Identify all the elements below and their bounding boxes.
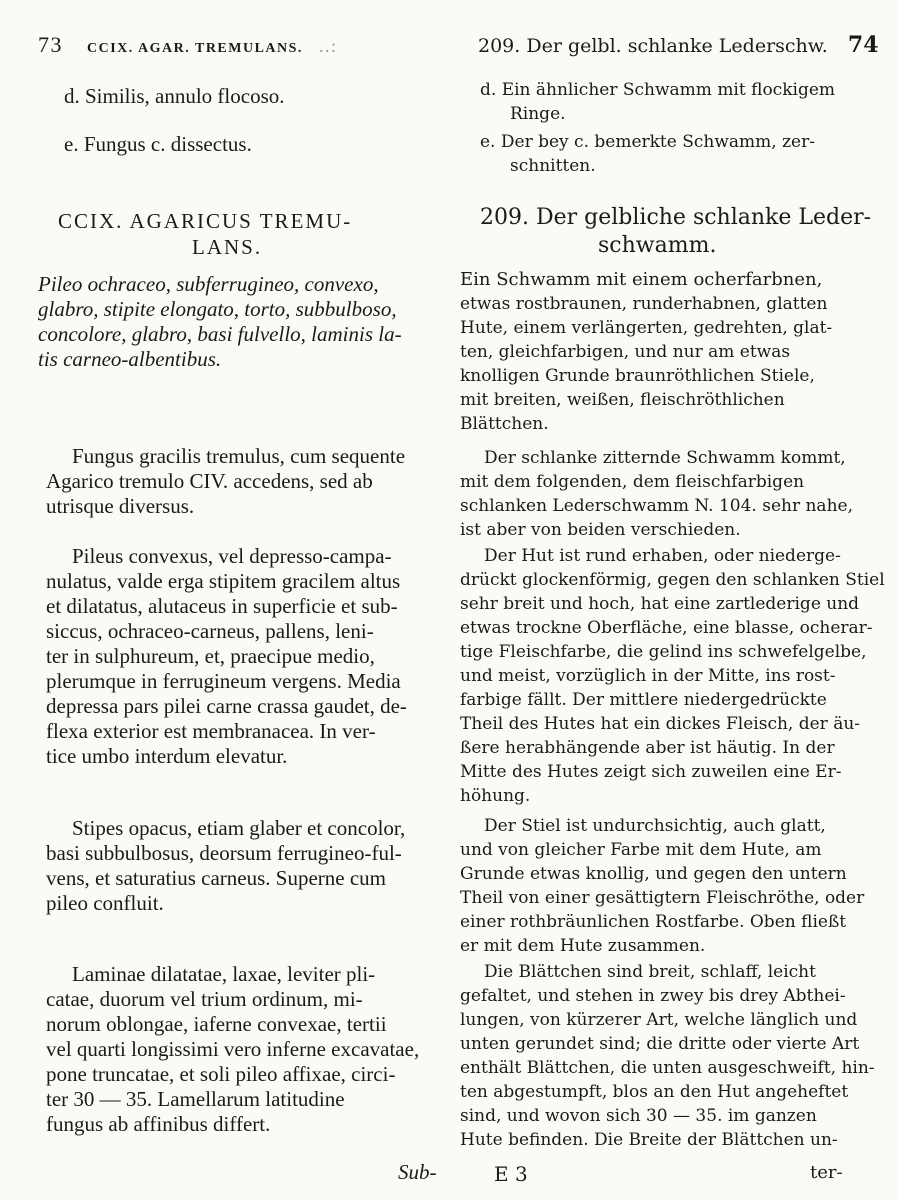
left-diagnosis [38,272,402,372]
text-line: Theil des Hutes hat ein dickes Fleisch, der äu- [460,714,861,734]
text-line: und meist, vorzüglich in der Mitte, ins rost- [460,666,836,686]
text-line: utrisque diversus. [46,494,195,518]
right-item-e [480,130,815,178]
left-running-title: CCIX. AGAR. TREMULANS. [87,41,303,56]
text-line: farbige fällt. Der mittlere niedergedrückte [460,690,827,710]
right-paragraph-blaettchen [460,960,875,1152]
title-line: LANS. [192,235,263,259]
text-line: Der Hut ist rund erhaben, oder niederge- [484,546,841,566]
left-paragraph-stipes [46,816,405,916]
text-line: Agarico tremulo CIV. accedens, sed ab [46,469,373,493]
text-line: ist aber von beiden verschieden. [460,520,741,540]
text-line: Pileus convexus, vel depresso-campa- [72,544,392,568]
text-line: pone truncatae, et soli pileo affixae, circi- [46,1062,396,1086]
text-line: pileo confluit. [46,891,164,915]
text-line: nulatus, valde erga stipitem gracilem altus [46,569,401,593]
right-paragraph-stiel [460,814,864,958]
item-text: schnitten. [510,156,596,176]
left-running-trail: ..: [318,36,338,56]
title-line: schwamm. [598,233,717,258]
text-line: basi subbulbosus, deorsum ferrugineo-ful- [46,841,402,865]
title-line: 209. Der gelbliche schlanke Leder- [480,205,872,230]
item-mark: d. [480,80,497,100]
text-line: Der schlanke zitternde Schwamm kommt, [484,448,846,468]
text-line: catae, duorum vel trium ordinum, mi- [46,987,363,1011]
text-line: tige Fleischfarbe, die gelind ins schwefelgelbe, [460,642,867,662]
text-line: Die Blättchen sind breit, schlaff, leicht [484,962,816,982]
text-line: Grunde etwas knollig, und gegen den untern [460,864,847,884]
right-signature-mark: E 3 [494,1162,528,1186]
text-line: Mitte des Hutes zeigt sich zuweilen eine Er- [460,762,842,782]
text-line: Der Stiel ist undurchsichtig, auch glatt, [484,816,826,836]
diagnosis-line: tis carneo-albentibus. [38,347,222,371]
right-catchword: ter- [810,1162,843,1183]
diagnosis-line: concolore, glabro, basi fulvello, laminis la- [38,322,402,346]
text-line: Blättchen. [460,414,549,434]
text-line: siccus, ochraceo-carneus, pallens, leni- [46,619,374,643]
text-line: lungen, von kürzerer Art, welche länglich und [460,1010,858,1030]
item-mark: e. [64,132,79,156]
item-mark: e. [480,132,496,152]
item-text: Fungus c. dissectus. [83,132,252,156]
left-running-head [38,32,337,58]
left-paragraph-laminae [46,962,419,1137]
right-species-title [480,204,871,260]
text-line: enthält Blättchen, die unten ausgeschweift, hin- [460,1058,875,1078]
right-paragraph-comparison [460,446,853,542]
text-line: ter 30 — 35. Lamellarum latitudine [46,1087,345,1111]
left-species-title [58,208,438,260]
text-line: und von gleicher Farbe mit dem Hute, am [460,840,822,860]
left-item-e [64,132,252,157]
text-line: drückt glockenförmig, gegen den schlanken Stiel [460,570,885,590]
left-paragraph-intro [46,444,405,519]
text-line: ßere herabhängende aber ist häutig. In der [460,738,835,758]
text-line: knolligen Grunde braunröthlichen Stiele, [460,366,815,386]
text-line: vel quarti longissimi vero inferne excavatae, [46,1037,420,1061]
item-mark: d. [64,84,80,108]
right-paragraph-hut [460,544,885,808]
right-paragraph-intro [460,268,832,436]
text-line: Fungus gracilis tremulus, cum sequente [72,444,406,468]
left-item-d [64,84,285,109]
right-running-head [478,32,879,58]
text-line: Ein Schwamm mit einem ocherfarbnen, [460,269,823,290]
text-line: unten gerundet sind; die dritte oder vierte Art [460,1034,860,1054]
text-line: Stipes opacus, etiam glaber et concolor, [72,816,406,840]
text-line: depressa pars pilei carne crassa gaudet, de- [46,694,407,718]
text-line: mit dem folgenden, dem fleischfarbigen [460,472,805,492]
left-paragraph-pileus [46,544,407,769]
text-line: ten abgestumpft, blos an den Hut angeheftet [460,1082,849,1102]
text-line: er mit dem Hute zusammen. [460,936,706,956]
text-line: Laminae dilatatae, laxae, leviter pli- [72,962,376,986]
text-line: Hute, einem verlängerten, gedrehten, glat- [460,318,833,338]
text-line: sehr breit und hoch, hat eine zartlederige und [460,594,860,614]
item-text: Ringe. [510,104,566,124]
text-line: flexa exterior est membranacea. In ver- [46,719,376,743]
text-line: ter in sulphureum, et, praecipue medio, [46,644,375,668]
text-line: gefaltet, und stehen in zwey bis drey Abthei- [460,986,846,1006]
text-line: fungus ab affinibus differt. [46,1112,271,1136]
text-line: norum oblongae, iaferne convexae, tertii [46,1012,387,1036]
text-line: tice umbo interdum elevatur. [46,744,288,768]
title-line: CCIX. AGARICUS TREMU- [58,209,353,233]
diagnosis-line: Pileo ochraceo, subferrugineo, convexo, [38,272,379,296]
text-line: vens, et saturatius carneus. Superne cum [46,866,386,890]
diagnosis-line: glabro, stipite elongato, torto, subbulboso, [38,297,397,321]
text-line: etwas trockne Oberfläche, eine blasse, ocherar- [460,618,873,638]
right-item-d [480,78,835,126]
right-running-title: 209. Der gelbl. schlanke Lederschw. [478,35,828,57]
item-text: Der bey c. bemerkte Schwamm, zer- [500,132,815,152]
text-line: Theil von einer gesättigtern Fleischröthe, oder [460,888,865,908]
text-line: schlanken Lederschwamm N. 104. sehr nahe, [460,496,853,516]
left-page-number: 73 [38,32,63,57]
item-text: Similis, annulo flocoso. [85,84,285,108]
text-line: Hute befinden. Die Breite der Blättchen un- [460,1130,838,1150]
text-line: mit breiten, weißen, fleischröthlichen [460,390,785,410]
text-line: etwas rostbraunen, runderhabnen, glatten [460,294,828,314]
text-line: sind, und wovon sich 30 — 35. im ganzen [460,1106,817,1126]
item-text: Ein ähnlicher Schwamm mit flockigem [501,80,836,100]
left-catchword: Sub- [398,1160,437,1184]
text-line: et dilatatus, alutaceus in superficie et sub- [46,594,398,618]
text-line: plerumque in ferrugineum vergens. Media [46,669,401,693]
text-line: ten, gleichfarbigen, und nur am etwas [460,342,791,362]
text-line: höhung. [460,786,531,806]
text-line: einer rothbräunlichen Rostfarbe. Oben fließt [460,912,847,932]
right-page-number: 74 [847,32,879,58]
